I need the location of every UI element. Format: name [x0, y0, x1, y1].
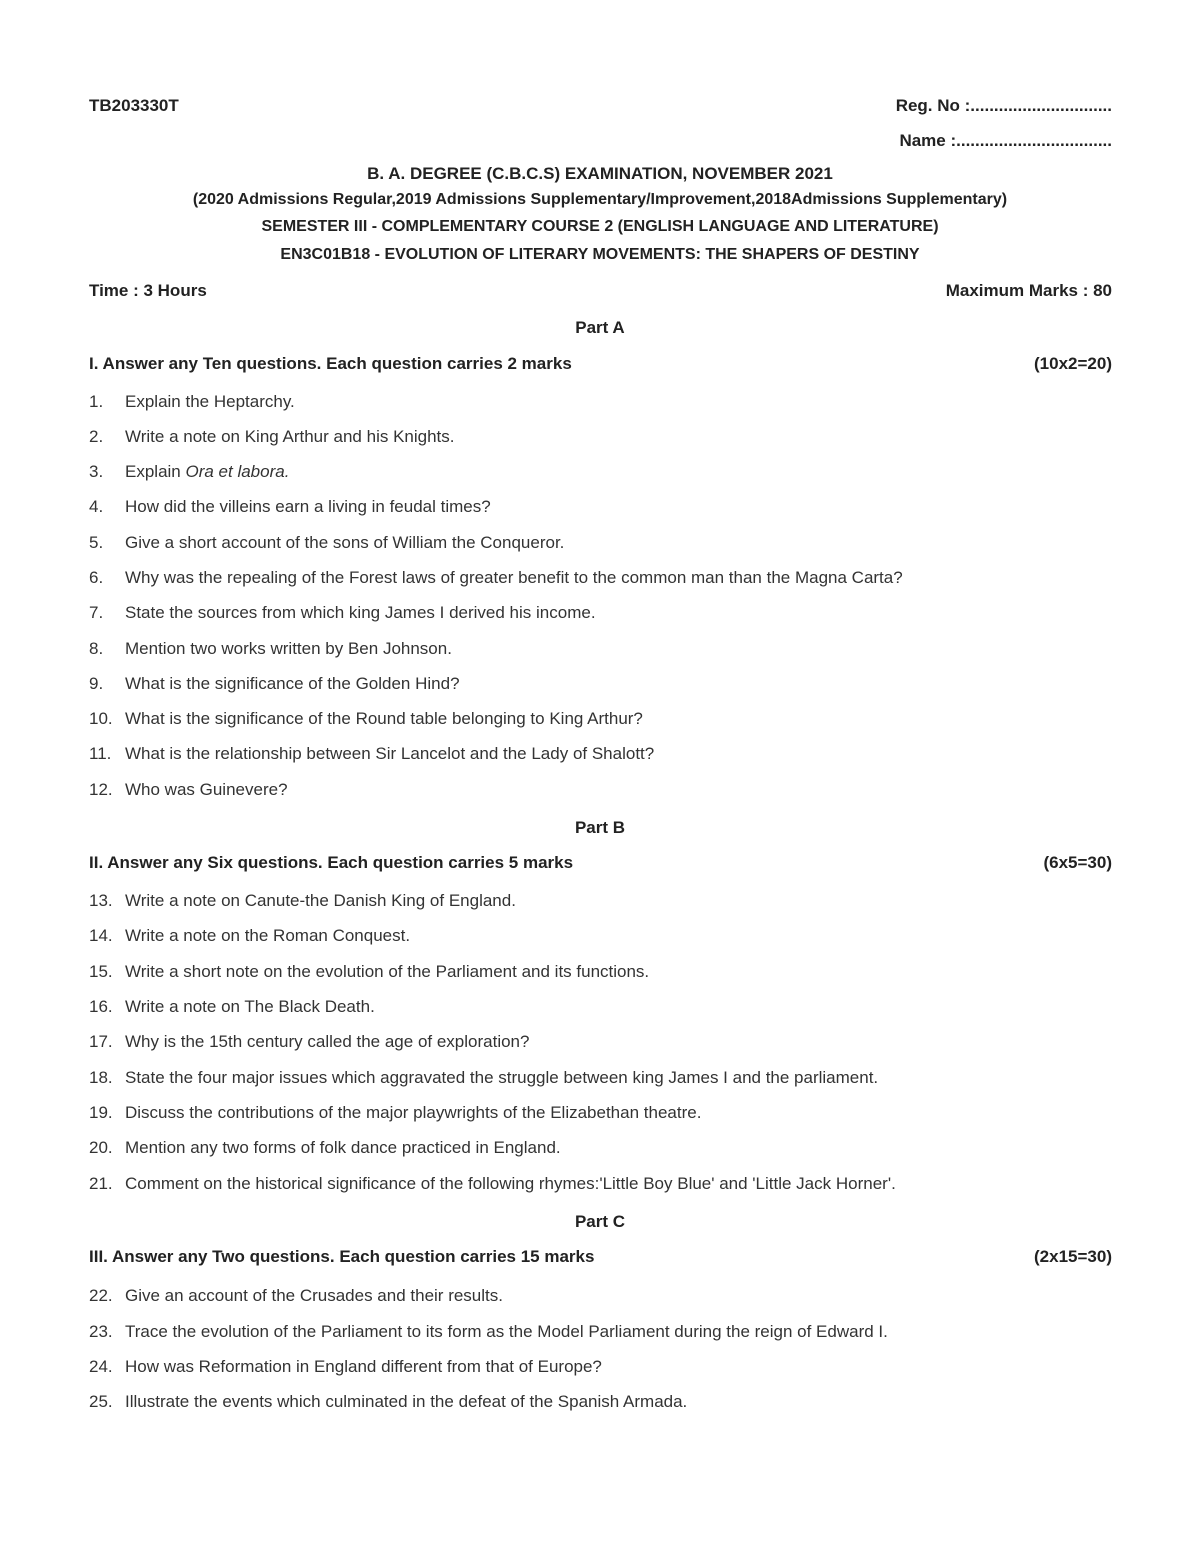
question-number: 14.: [89, 926, 113, 945]
question-item: [89, 1357, 602, 1377]
part-a-instruction: I. Answer any Ten questions. Each question carries 2 marks: [89, 354, 572, 373]
question-number: 22.: [89, 1286, 113, 1305]
question-text: How was Reformation in England different from that of Europe?: [125, 1357, 602, 1376]
question-item: [89, 1392, 687, 1412]
question-text: Write a note on The Black Death.: [125, 997, 375, 1016]
question-text: Trace the evolution of the Parliament to its form as the Model Parliament during the reign of Edward I.: [125, 1322, 888, 1341]
admissions-line: (2020 Admissions Regular,2019 Admissions Supplementary/Improvement,2018Admissions Supplementary): [192, 191, 1008, 208]
question-number: 11.: [89, 744, 112, 763]
question-number: 18.: [89, 1068, 113, 1087]
reg-no-field: Reg. No :..............................: [895, 96, 1112, 115]
part-c-marks: (2x15=30): [1034, 1247, 1112, 1266]
question-text: Write a note on King Arthur and his Knights.: [125, 427, 455, 446]
question-item: [89, 780, 288, 800]
question-item: [89, 568, 903, 588]
question-number: 8.: [89, 639, 104, 658]
part-a-marks: (10x2=20): [1034, 354, 1112, 373]
question-item: [89, 462, 289, 482]
question-number: 1.: [89, 392, 104, 411]
question-number: 4.: [89, 497, 104, 516]
part-c-title: Part C: [574, 1212, 626, 1231]
semester-line: SEMESTER III - COMPLEMENTARY COURSE 2 (ENGLISH LANGUAGE AND LITERATURE): [261, 218, 939, 235]
question-text: Explain: [125, 462, 186, 481]
question-item: [89, 639, 452, 659]
question-text: State the four major issues which aggravated the struggle between king James I and the parliament.: [125, 1068, 879, 1087]
part-b-title: Part B: [574, 818, 626, 837]
question-number: 15.: [89, 962, 113, 981]
question-item: [89, 1068, 878, 1088]
question-item: [89, 1286, 503, 1306]
question-text: Write a note on Canute-the Danish King of England.: [125, 891, 516, 910]
question-number: 2.: [89, 427, 104, 446]
question-item: [89, 603, 596, 623]
question-number: 19.: [89, 1103, 113, 1122]
part-b-marks: (6x5=30): [1043, 853, 1112, 872]
question-text: Comment on the historical significance of the following rhymes:'Little Boy Blue' and 'Little Jack Horner'.: [125, 1174, 896, 1193]
part-c-instruction: III. Answer any Two questions. Each question carries 15 marks: [89, 1247, 595, 1266]
question-item: [89, 1032, 529, 1052]
question-number: 12.: [89, 780, 113, 799]
question-text: Why is the 15th century called the age of exploration?: [125, 1032, 530, 1051]
question-text: What is the significance of the Golden Hind?: [125, 674, 460, 693]
question-text: Who was Guinevere?: [125, 780, 288, 799]
question-item: [89, 1322, 888, 1342]
question-number: 21.: [89, 1174, 113, 1193]
question-number: 6.: [89, 568, 104, 587]
question-item: [89, 427, 455, 447]
question-item: [89, 891, 516, 911]
course-line: EN3C01B18 - EVOLUTION OF LITERARY MOVEMENTS: THE SHAPERS OF DESTINY: [280, 246, 920, 263]
question-number: 5.: [89, 533, 104, 552]
question-number: 17.: [89, 1032, 113, 1051]
question-number: 20.: [89, 1138, 113, 1157]
question-item: [89, 926, 410, 946]
question-text: Give a short account of the sons of William the Conqueror.: [125, 533, 565, 552]
exam-title: B. A. DEGREE (C.B.C.S) EXAMINATION, NOVEMBER 2021: [367, 164, 833, 183]
question-item: [89, 497, 491, 517]
question-number: 3.: [89, 462, 104, 481]
question-text: Explain the Heptarchy.: [125, 392, 295, 411]
name-field: Name :.................................: [899, 131, 1112, 150]
question-text: Discuss the contributions of the major playwrights of the Elizabethan theatre.: [125, 1103, 702, 1122]
question-number: 24.: [89, 1357, 113, 1376]
question-item: [89, 1174, 896, 1194]
part-a-title: Part A: [575, 318, 625, 337]
question-text: Write a short note on the evolution of the Parliament and its functions.: [125, 962, 650, 981]
question-number: 25.: [89, 1392, 113, 1411]
question-item: [89, 392, 295, 412]
question-text: Write a note on the Roman Conquest.: [125, 926, 411, 945]
max-marks-label: Maximum Marks : 80: [945, 281, 1112, 300]
question-text: Illustrate the events which culminated in the defeat of the Spanish Armada.: [125, 1392, 688, 1411]
question-text: What is the relationship between Sir Lancelot and the Lady of Shalott?: [125, 744, 655, 763]
question-italic-text: Ora et labora.: [185, 462, 290, 481]
question-number: 13.: [89, 891, 113, 910]
question-text: State the sources from which king James I derived his income.: [125, 603, 596, 622]
question-item: [89, 709, 643, 729]
question-item: [89, 1138, 561, 1158]
question-text: Mention any two forms of folk dance practiced in England.: [125, 1138, 561, 1157]
paper-code: TB203330T: [89, 96, 179, 115]
question-item: [89, 1103, 701, 1123]
question-item: [89, 962, 649, 982]
question-number: 16.: [89, 997, 113, 1016]
question-number: 9.: [89, 674, 104, 693]
question-text: What is the significance of the Round table belonging to King Arthur?: [125, 709, 643, 728]
question-number: 7.: [89, 603, 104, 622]
time-label: Time : 3 Hours: [89, 281, 207, 300]
question-item: [89, 674, 460, 694]
question-item: [89, 997, 375, 1017]
question-item: [89, 533, 564, 553]
question-item: [89, 744, 654, 764]
question-text: Give an account of the Crusades and their results.: [125, 1286, 503, 1305]
part-b-instruction: II. Answer any Six questions. Each question carries 5 marks: [89, 853, 574, 872]
question-number: 10.: [89, 709, 113, 728]
question-text: Mention two works written by Ben Johnson.: [125, 639, 452, 658]
question-text: How did the villeins earn a living in feudal times?: [125, 497, 491, 516]
question-text: Why was the repealing of the Forest laws of greater benefit to the common man than the Magna Carta?: [125, 568, 903, 587]
question-number: 23.: [89, 1322, 113, 1341]
